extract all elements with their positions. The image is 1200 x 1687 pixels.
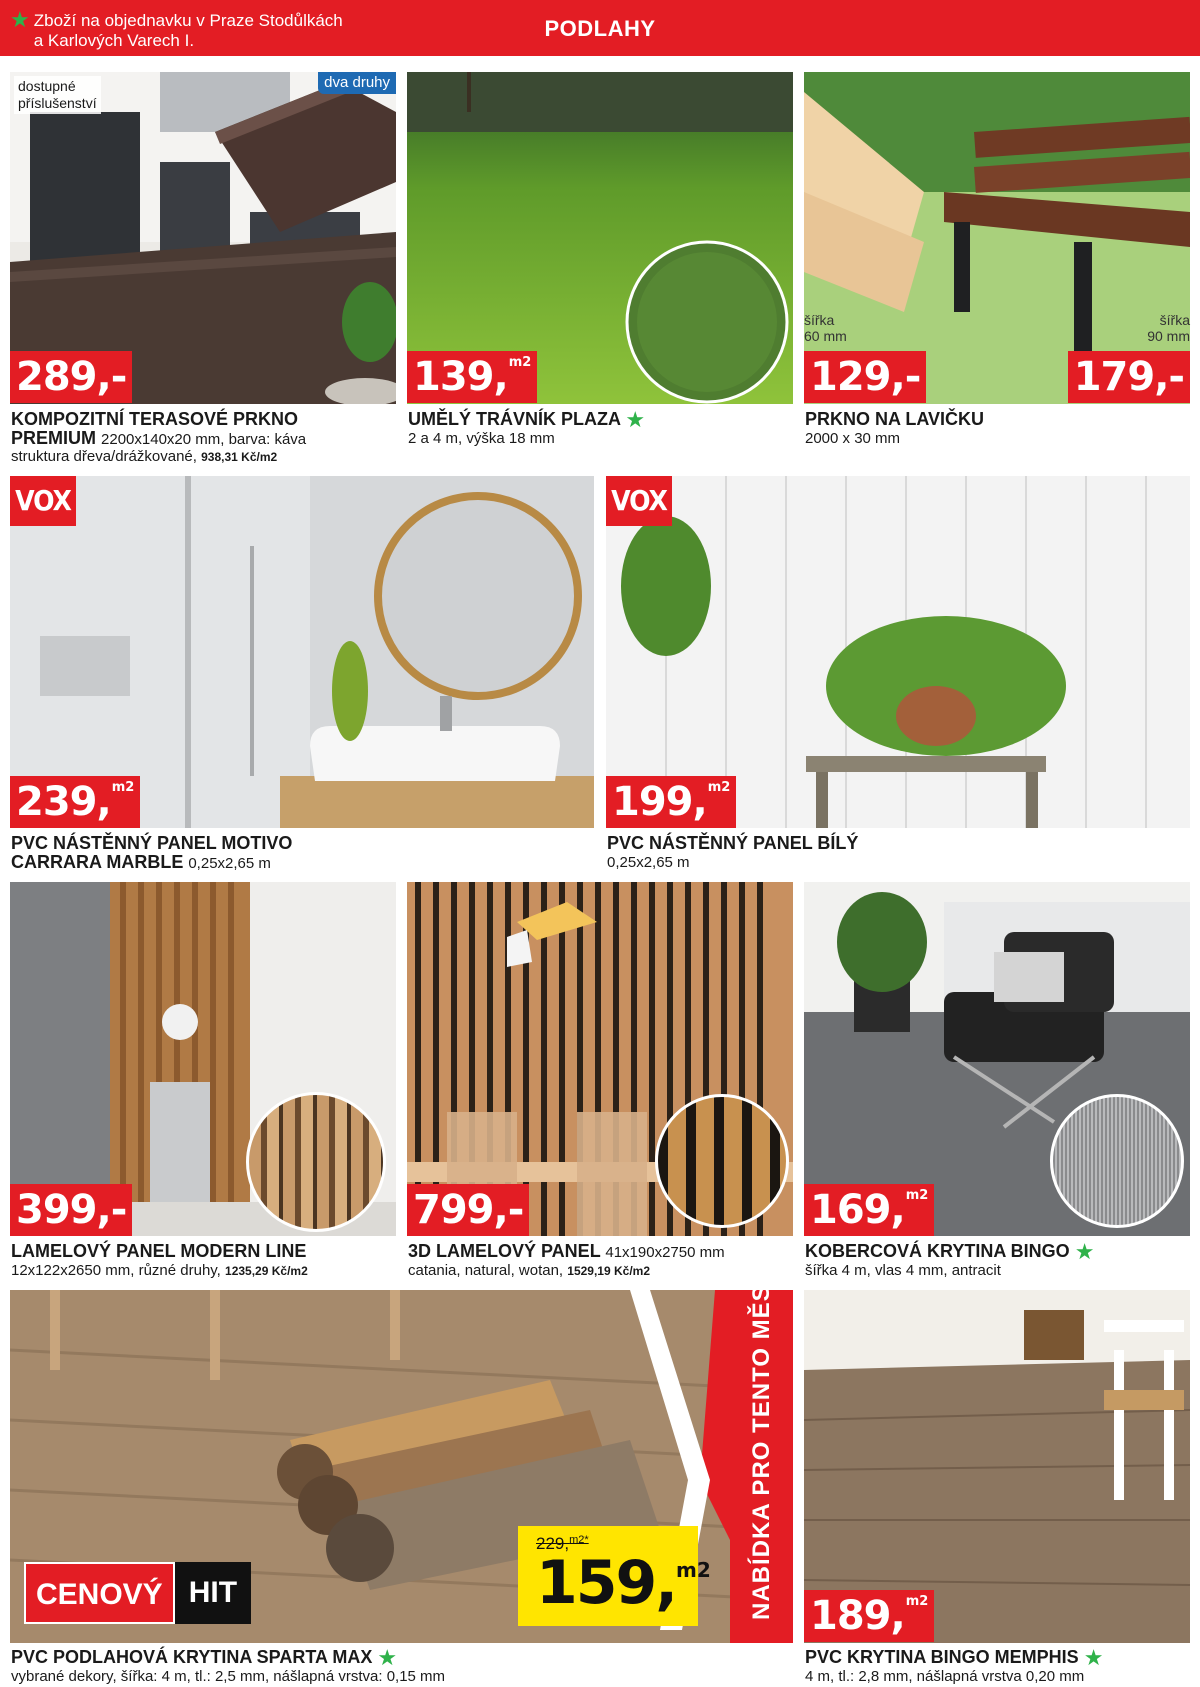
green-star-icon: ★	[10, 7, 30, 32]
product-card-bingo-memphis[interactable]	[804, 1290, 1190, 1687]
accessories-tag: dostupné příslušenství	[14, 76, 101, 114]
price-tag: 289,-	[10, 351, 132, 403]
order-note	[10, 7, 343, 51]
price-tag: 399,-	[10, 1184, 132, 1236]
product-desc: 4 m, tl.: 2,8 mm, nášlapná vrstva 0,20 mm	[805, 1668, 1085, 1685]
product-card-3d-lamel[interactable]	[407, 882, 793, 1282]
price-tag: 199,$^{m2}$	[606, 776, 736, 828]
order-note-line2: a Karlových Varech I.	[33, 31, 195, 50]
material-swatch	[246, 1092, 386, 1232]
width-label-90: šířka 90 mm	[1147, 312, 1190, 344]
price-tag-90: 179,-	[1068, 351, 1190, 403]
product-image	[804, 882, 1190, 1236]
product-desc: 2 a 4 m, výška 18 mm	[408, 430, 555, 447]
vox-logo: VOX	[10, 476, 76, 526]
material-swatch	[1050, 1094, 1184, 1228]
green-star-icon: ★	[625, 407, 646, 432]
product-card-bench-plank[interactable]	[804, 72, 1190, 472]
new-price: 159,$^{m2}$	[536, 1548, 711, 1618]
product-desc: 2000 x 30 mm	[805, 430, 901, 447]
price-tag: 239,$^{m2}$	[10, 776, 140, 828]
product-card-marble-panel[interactable]	[10, 476, 594, 876]
product-desc: catania, natural, wotan, 1529,19 Kč/m2	[408, 1262, 651, 1279]
price-tag: 799,-	[407, 1184, 529, 1236]
price-hit-label-a: CENOVÝ	[24, 1562, 175, 1624]
product-card-white-panel[interactable]	[606, 476, 1190, 876]
price-hit-badge	[24, 1562, 251, 1624]
product-name: PVC PODLAHOVÁ KRYTINA SPARTA MAX ★	[11, 1645, 398, 1670]
product-desc: vybrané dekory, šířka: 4 m, tl.: 2,5 mm, nášlapná vrstva: 0,15 mm	[11, 1668, 446, 1685]
vox-logo: VOX	[606, 476, 672, 526]
order-note-line1: Zboží na objednavku v Praze Stodůlkách	[33, 11, 343, 30]
green-star-icon: ★	[1074, 1239, 1095, 1264]
price-tag: 139,$^{m2}$	[407, 351, 537, 403]
price-tag: 169,$^{m2}$	[804, 1184, 934, 1236]
product-image	[407, 882, 793, 1236]
width-label-60: šířka 60 mm	[804, 312, 847, 344]
page-header	[0, 0, 1200, 56]
product-name: PRKNO NA LAVIČKU	[805, 409, 984, 429]
product-desc: 0,25x2,65 m	[607, 854, 690, 871]
product-name: KOBERCOVÁ KRYTINA BINGO ★	[805, 1239, 1095, 1264]
product-image	[10, 882, 396, 1236]
product-desc: 12x122x2650 mm, různé druhy, 1235,29 Kč/m2	[11, 1262, 308, 1279]
product-name: UMĚLÝ TRÁVNÍK PLAZA ★	[408, 407, 646, 432]
green-star-icon: ★	[1083, 1645, 1104, 1670]
product-name: KOMPOZITNÍ TERASOVÉ PRKNO PREMIUM 2200x140x20 mm, barva: káva	[11, 409, 307, 448]
product-name: 3D LAMELOVÝ PANEL 41x190x2750 mm	[408, 1241, 725, 1261]
product-name: LAMELOVÝ PANEL MODERN LINE	[11, 1241, 307, 1261]
product-desc: struktura dřeva/drážkované, 938,31 Kč/m2	[11, 448, 278, 465]
product-name: PVC NÁSTĚNNÝ PANEL BÍLÝ	[607, 833, 859, 853]
special-price-box	[518, 1526, 711, 1626]
price-tag-60: 129,-	[804, 351, 926, 403]
product-desc: šířka 4 m, vlas 4 mm, antracit	[805, 1262, 1001, 1279]
page-title: PODLAHY	[544, 16, 656, 41]
product-card-lamel-modern-line[interactable]	[10, 882, 396, 1282]
price-tag: 189,$^{m2}$	[804, 1590, 934, 1642]
old-price: 229,$^{m2*}$	[536, 1534, 589, 1553]
price-hit-label-b: HIT	[175, 1562, 251, 1624]
product-card-artificial-grass[interactable]	[407, 72, 793, 472]
product-card-carpet-bingo[interactable]	[804, 882, 1190, 1282]
variants-tag: dva druhy	[318, 72, 396, 94]
month-offer-banner: NABÍDKA PRO TENTO MĚSÍC	[748, 1258, 775, 1620]
material-swatch	[655, 1094, 789, 1228]
product-name: PVC KRYTINA BINGO MEMPHIS ★	[805, 1645, 1104, 1670]
product-card-terrace-board[interactable]	[10, 72, 396, 472]
product-name: PVC NÁSTĚNNÝ PANEL MOTIVO CARRARA MARBLE 0,25x2,65 m	[11, 833, 293, 872]
green-star-icon: ★	[377, 1645, 398, 1670]
